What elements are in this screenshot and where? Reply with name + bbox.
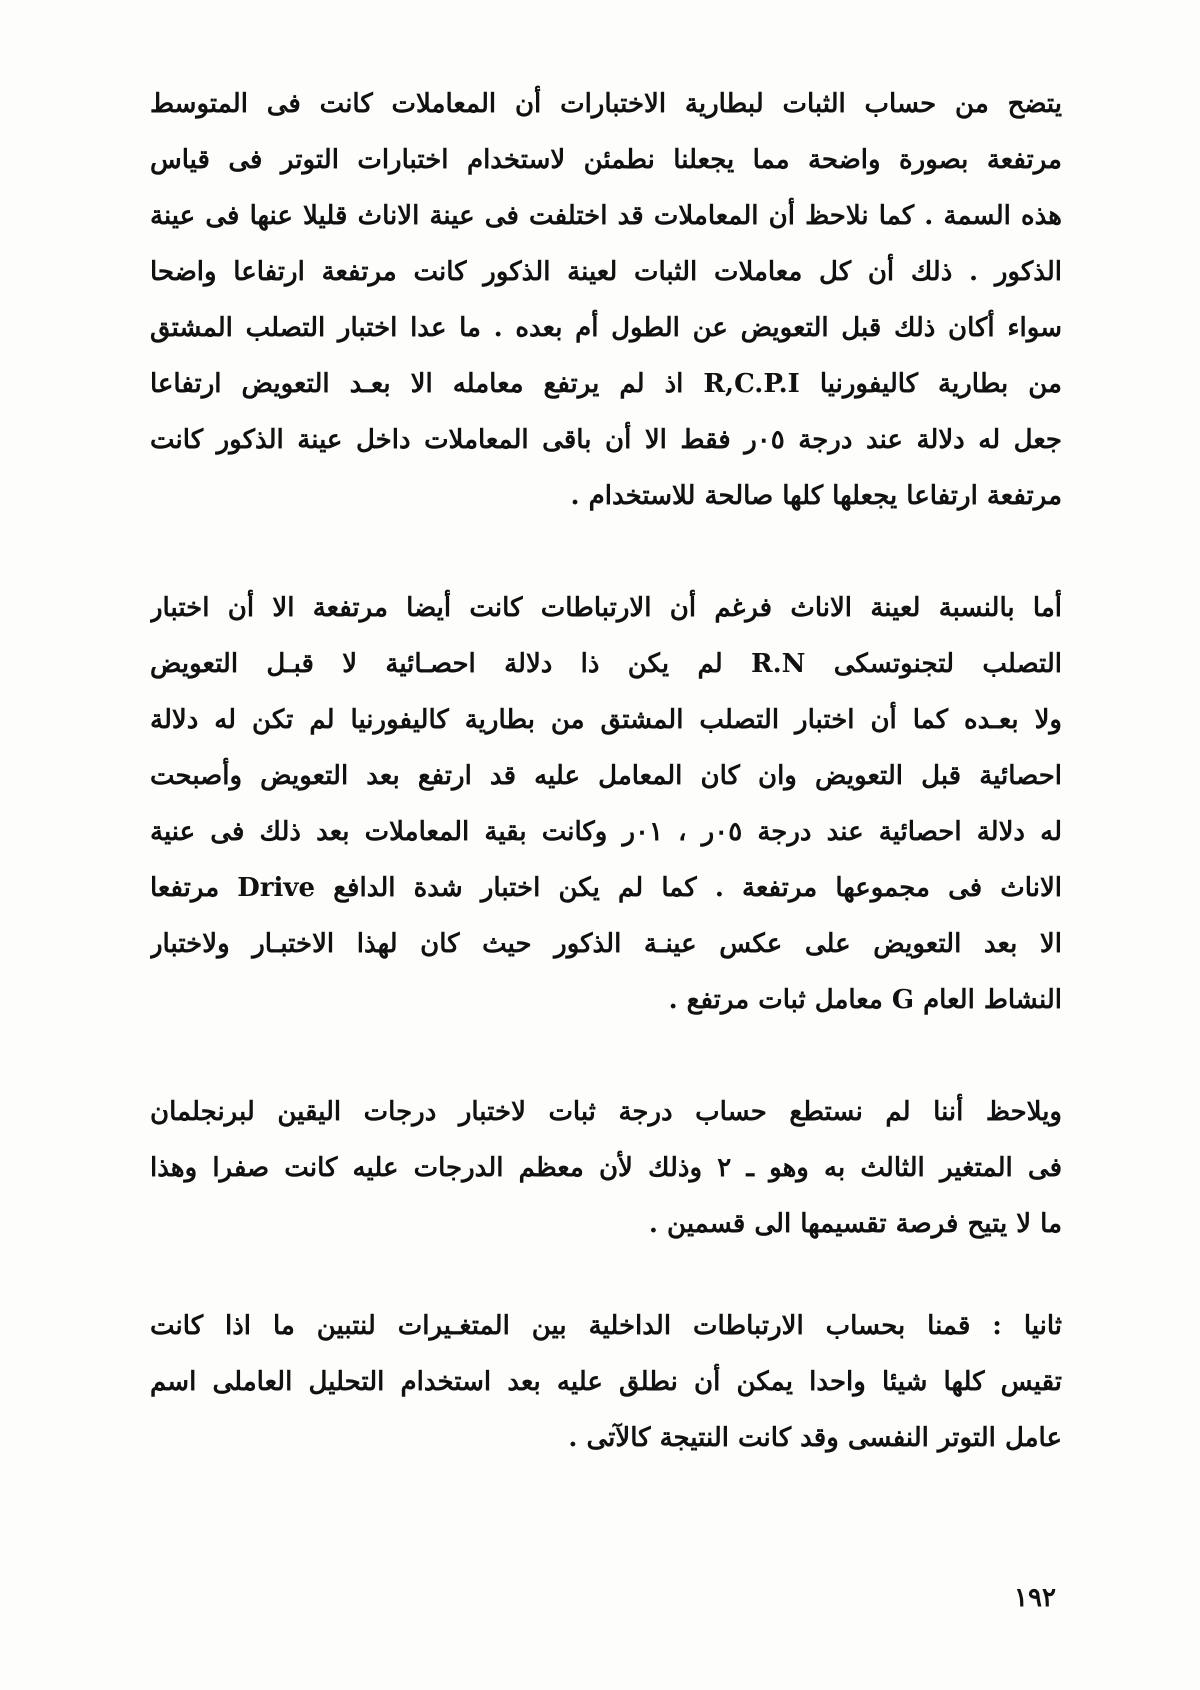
text-line: يتضح من حساب الثبات لبطارية الاختبارات أن المعاملات كانت فى المتوسط — [150, 89, 1062, 119]
text-line: الاناث فى مجموعها مرتفعة . كما لم يكن اختبار شدة الدافع Drive مرتفعا — [150, 873, 1062, 903]
text-line: التصلب لتجنوتسكى R.N لم يكن ذا دلالة احصـائية لا قبـل التعويض — [150, 649, 1062, 679]
page-number: ١٩٢ — [1014, 1583, 1056, 1613]
text-line: من بطارية كاليفورنيا R,C.P.I اذ لم يرتفع معامله الا بعـد التعويض ارتفاعا — [150, 369, 1062, 399]
paragraph-reliability-results — [150, 76, 1062, 524]
text-line: فى المتغير الثالث به وهو ـ ٢ وذلك لأن معظم الدرجات عليه كانت صفرا وهذا — [150, 1153, 1062, 1183]
text-line: ولا بعـده كما أن اختبار التصلب المشتق من بطارية كاليفورنيا لم تكن له دلالة — [150, 705, 1062, 735]
text-line: مرتفعة بصورة واضحة مما يجعلنا نطمئن لاستخدام اختبارات التوتر فى قياس — [150, 145, 1062, 175]
text-line: عامل التوتر النفسى وقد كانت النتيجة كالآتى . — [568, 1423, 1062, 1453]
text-line: احصائية قبل التعويض وان كان المعامل عليه قد ارتفع بعد التعويض وأصبحت — [150, 761, 1062, 791]
text-line: هذه السمة . كما نلاحظ أن المعاملات قد اختلفت فى عينة الاناث قليلا عنها فى عينة — [150, 201, 1062, 231]
paragraph-female-sample — [150, 580, 1062, 1028]
paragraph-certainty-test-note — [150, 1084, 1062, 1252]
text-line: ثانيا : قمنا بحساب الارتباطات الداخلية بين المتغـيرات لنتبين ما اذا كانت — [150, 1311, 1062, 1341]
text-line: جعل له دلالة عند درجة ٠٥ر فقط الا أن باقى المعاملات داخل عينة الذكور كانت — [150, 425, 1062, 455]
text-line: النشاط العام G معامل ثبات مرتفع . — [668, 985, 1062, 1015]
text-line: له دلالة احصائية عند درجة ٠٥ر ، ٠١ر وكانت بقية المعاملات بعد ذلك فى عنية — [150, 817, 1062, 847]
text-line: الا بعد التعويض على عكس عينـة الذكور حيث كان لهذا الاختبـار ولاختبار — [150, 929, 1062, 959]
text-line: سواء أكان ذلك قبل التعويض عن الطول أم بعده . ما عدا اختبار التصلب المشتق — [150, 313, 1062, 343]
paragraph-intercorrelations — [150, 1298, 1062, 1466]
text-line: تقيس كلها شيئا واحدا يمكن أن نطلق عليه بعد استخدام التحليل العاملى اسم — [150, 1367, 1062, 1397]
text-line: ما لا يتيح فرصة تقسيمها الى قسمين . — [648, 1209, 1062, 1239]
text-line: الذكور . ذلك أن كل معاملات الثبات لعينة الذكور كانت مرتفعة ارتفاعا واضحا — [150, 257, 1062, 287]
text-line: ويلاحظ أننا لم نستطع حساب درجة ثبات لاختبار درجات اليقين لبرنجلمان — [150, 1097, 1062, 1127]
text-line: أما بالنسبة لعينة الاناث فرغم أن الارتباطات كانت أيضا مرتفعة الا أن اختبار — [150, 593, 1062, 623]
text-line: مرتفعة ارتفاعا يجعلها كلها صالحة للاستخدام . — [570, 481, 1062, 511]
